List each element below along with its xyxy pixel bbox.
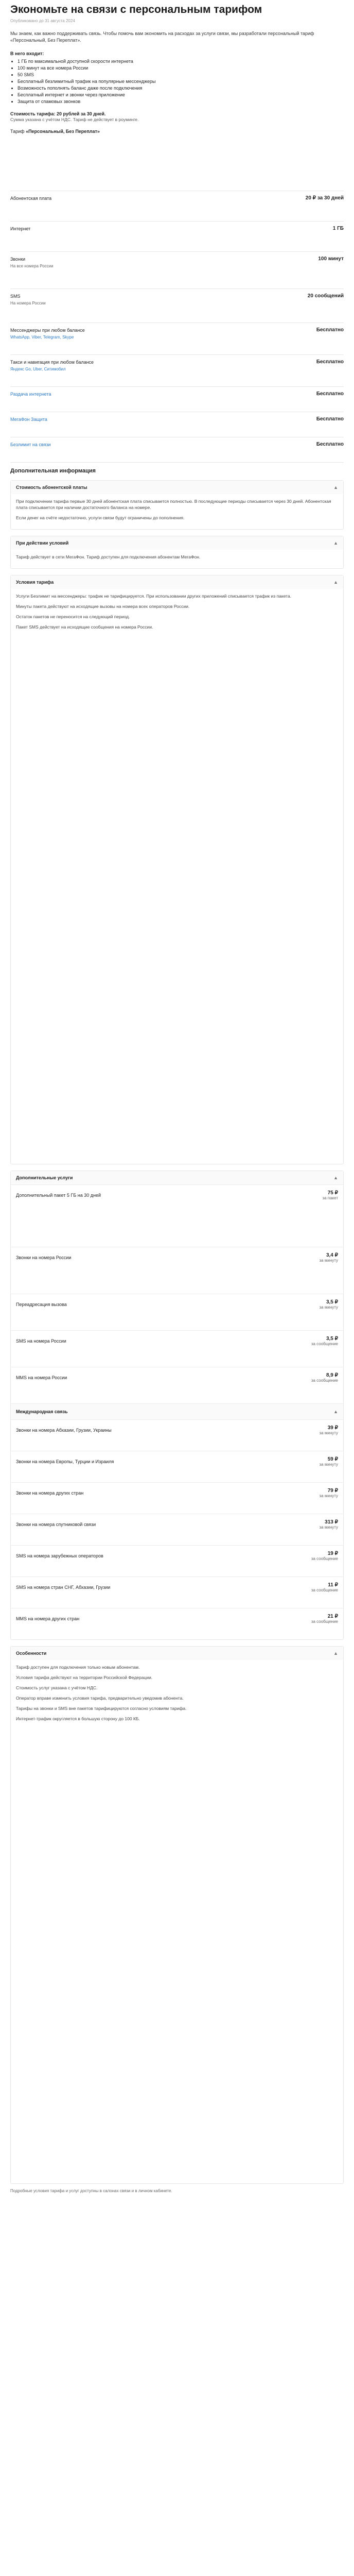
price-note: Стоимость тарифа: 20 рублей за 30 дней. xyxy=(10,111,106,116)
accordion[interactable] xyxy=(10,575,344,1164)
table-row: MMS на номера других стран 21 ₽ за сообщение xyxy=(11,1608,343,1639)
table-row: Звонки На все номера России 100 минут xyxy=(10,251,344,273)
list-item: • 1 ГБ по максимальной доступной скорости интернета xyxy=(17,58,344,65)
accordion-header[interactable]: Стоимость абонентской платы ▲ xyxy=(11,481,343,494)
list-item: • 50 SMS xyxy=(17,72,344,78)
extra-prices-block[interactable] xyxy=(10,1171,344,1640)
tariff-name: «Персональный, Без Переплат» xyxy=(26,129,100,134)
accordion-header[interactable]: Дополнительные услуги ▲ xyxy=(11,1171,343,1184)
table-row: SMS на номера стран СНГ, Абхазии, Грузии 11 ₽ за сообщение xyxy=(11,1577,343,1608)
footer-note: Подробные условия тарифа и услуг доступны в салонах связи и в личном кабинете. xyxy=(10,2189,172,2193)
accordion[interactable] xyxy=(10,480,344,530)
accordion-body: Услуги Безлимит на мессенджеры: трафик не тарифицируется. При использовании других приложений списывается трафик из пакета. Минуты пакета действуют на исходящие вызовы на номера всех операторов России. Остаток пакетов не переносится на следующий период. Пакет SMS действует на исходящие сообщения на номера России. xyxy=(16,594,292,630)
list-item: • Защита от спамовых звонков xyxy=(17,98,344,105)
chevron-up-icon: ▲ xyxy=(333,1175,338,1180)
accordion[interactable] xyxy=(10,536,344,569)
table-row: Дополнительный пакет 5 ГБ на 30 дней 75 ₽ за пакет xyxy=(11,1184,343,1247)
table-row: Интернет 1 ГБ xyxy=(10,221,344,236)
includes-list xyxy=(17,58,344,105)
chevron-up-icon: ▲ xyxy=(333,1409,338,1414)
table-row: Такси и навигация при любом балансе Яндекс Go, Uber, Ситимобил Бесплатно xyxy=(10,354,344,376)
table-row: MMS на номера России 8,9 ₽ за сообщение xyxy=(11,1367,343,1403)
table-row: Мессенджеры при любом балансе WhatsApp, Viber, Telegram, Skype Бесплатно xyxy=(10,323,344,344)
list-item: • Бесплатный интернет и звонки через приложение xyxy=(17,92,344,98)
accordion-body: Тариф действует в сети МегаФон. Тариф доступен для подключения абонентам МегаФон. xyxy=(16,554,201,560)
table-row: SMS На номера России 20 сообщений xyxy=(10,289,344,310)
accordion-body: Тариф доступен для подключения только новым абонентам. Условия тарифа действуют на территории Российской Федерации. Стоимость услуг указана с учётом НДС. Оператор вправе изменить условия тарифа, предварительно уведомив абонента. Тарифы на звонки и SMS вне пакетов тарифицируются согласно условиям тарифа. Интернет-трафик округляется в большую сторону до 100 КБ. xyxy=(16,1665,187,1721)
table-row: Звонки на номера спутниковой связи 313 ₽ за минуту xyxy=(11,1514,343,1545)
table-row: SMS на номера России 3,5 ₽ за сообщение xyxy=(11,1330,343,1367)
price-value: 100 минут xyxy=(318,256,344,262)
tariff-caption: Тариф «Персональный, Без Переплат» xyxy=(10,129,100,134)
table-row[interactable]: Безлимит на связи Бесплатно xyxy=(10,437,344,452)
list-item: • Возможность пополнять баланс даже после подключения xyxy=(17,85,344,92)
table-row: SMS на номера зарубежных операторов 19 ₽ за сообщение xyxy=(11,1545,343,1577)
chevron-up-icon: ▲ xyxy=(333,580,338,585)
price-value: 20 сообщений xyxy=(307,293,344,299)
chevron-up-icon: ▲ xyxy=(333,540,338,546)
table-row: Звонки на номера Абхазии, Грузии, Украины 39 ₽ за минуту xyxy=(11,1419,343,1451)
chevron-up-icon: ▲ xyxy=(333,1651,338,1656)
price-value: 20 ₽ за 30 дней xyxy=(305,195,344,201)
accordion-body: При подключении тарифа первые 30 дней абонентская плата списывается полностью. В последующие периоды списывается через 30 дней. Абонентская плата списывается при наличии достаточного баланса на номере. Если денег на счёте недостаточно, услуги связи будут ограничены до пополнения. xyxy=(16,499,331,520)
accordion-header[interactable]: При действии условий ▲ xyxy=(11,536,343,550)
includes-label: В него входит: xyxy=(10,51,44,56)
table-row[interactable]: Раздача интернета Бесплатно xyxy=(10,386,344,401)
table-row[interactable]: МегаФон Защита Бесплатно xyxy=(10,412,344,427)
price-value: 1 ГБ xyxy=(332,226,344,231)
accordion-header[interactable]: Условия тарифа ▲ xyxy=(11,575,343,589)
chevron-up-icon: ▲ xyxy=(333,485,338,490)
table-row: Абонентская плата 20 ₽ за 30 дней xyxy=(10,191,344,206)
accordion[interactable] xyxy=(10,1646,344,2184)
intro-text: Мы знаем, как важно поддерживать связь. Чтобы помочь вам экономить на расходах за услуги связи, мы разработали персональный тариф «Персональный, Без Переплат». xyxy=(10,31,314,43)
table-row: Звонки на номера других стран 79 ₽ за минуту xyxy=(11,1482,343,1514)
table-row: Переадресация вызова 3,5 ₽ за минуту xyxy=(11,1294,343,1330)
accordion-header[interactable]: Особенности ▲ xyxy=(11,1647,343,1660)
price-note-sub: Сумма указана с учётом НДС. Тариф не действует в роуминге. xyxy=(10,117,139,122)
table-row: Звонки на номера России 3,4 ₽ за минуту xyxy=(11,1247,343,1294)
intl-header[interactable]: Международная связь ▲ xyxy=(11,1403,343,1419)
page-title: Экономьте на связи с персональным тарифом xyxy=(10,4,262,15)
table-row: Звонки на номера Европы, Турции и Израиля 59 ₽ за минуту xyxy=(11,1451,343,1482)
publish-date: Опубликовано до 31 августа 2024 xyxy=(10,19,75,23)
list-item: • 100 минут на все номера России xyxy=(17,65,344,72)
extra-info-header: Дополнительная информация xyxy=(10,462,344,474)
list-item: • Бесплатный безлимитный трафик на популярные мессенджеры xyxy=(17,78,344,85)
